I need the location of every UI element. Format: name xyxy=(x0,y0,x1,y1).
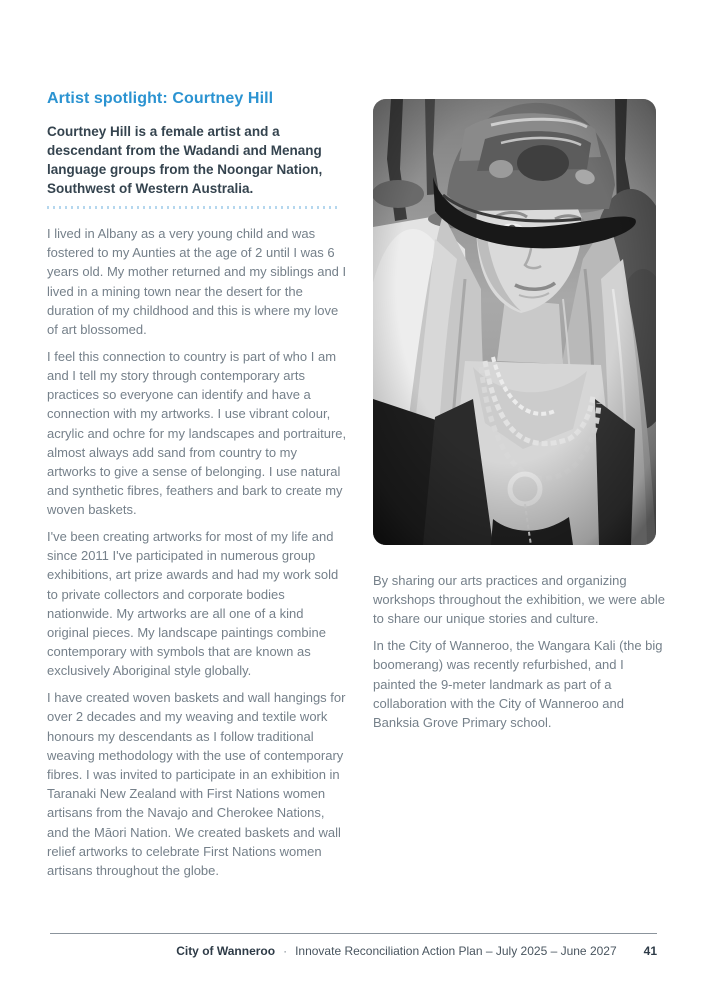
body-paragraph: In the City of Wanneroo, the Wangara Kali (the big boomerang) was recently refurbished, and I painted the 9-meter landmark as part of a collaboration with the City of Wanneroo and Banksia Grove Primary school. xyxy=(373,638,663,730)
footer-brand: City of Wanneroo xyxy=(176,944,276,958)
body-paragraph: I've been creating artworks for most of my life and since 2011 I've participated in numerous group exhibitions, art prize awards and had my work sold to private collectors and corporate bodies nationwide. My artworks are all one of a kind original pieces. My landscape paintings combine contemporary with symbols that are known as exclusively Aboriginal style globally. xyxy=(47,529,339,679)
left-text-column xyxy=(47,224,349,888)
intro-paragraph: Courtney Hill is a female artist and a descendant from the Wadandi and Menang language groups from the Noongar Nation, Southwest of Western Australia. xyxy=(47,124,323,196)
body-paragraph: I lived in Albany as a very young child and was fostered to my Aunties at the age of 2 until I was 6 years old. My mother returned and my siblings and I lived in a mining town near the desert for the duration of my childhood and this is where my love of art blossomed. xyxy=(47,226,347,338)
portrait-illustration xyxy=(373,99,656,545)
dotted-divider xyxy=(47,206,340,209)
page-footer xyxy=(50,944,657,958)
footer-document-title: Innovate Reconciliation Action Plan – July 2025 – June 2027 xyxy=(295,944,617,958)
footer-separator-dot: · xyxy=(283,944,288,958)
body-paragraph: I have created woven baskets and wall hangings for over 2 decades and my weaving and textile work honours my descendants as I follow traditional weaving methodology with the use of contemporary fibres. I was invited to participate in an exhibition in Taranaki New Zealand with First Nations women artisans from the Navajo and Cherokee Nations, and the Māori Nation. We created baskets and wall relief artworks to celebrate First Nations women artisans throughout the globe. xyxy=(47,690,346,878)
right-text-column xyxy=(373,571,667,740)
body-paragraph: By sharing our arts practices and organizing workshops throughout the exhibition, we were able to share our unique stories and culture. xyxy=(373,573,665,627)
body-paragraph: I feel this connection to country is part of who I am and I tell my story through contemporary arts practices so everyone can identify and have a connection with my artworks. I use vibrant colour, acrylic and ochre for my landscapes and portraiture, almost always add sand from country to my artworks to give a sense of belonging. I use natural and synthetic fibres, feathers and bark to create my woven baskets. xyxy=(47,348,347,518)
page-title: Artist spotlight: Courtney Hill xyxy=(47,90,274,107)
footer-page-number: 41 xyxy=(643,944,657,958)
artist-portrait-photo xyxy=(373,99,656,545)
footer-divider-line xyxy=(50,933,657,934)
